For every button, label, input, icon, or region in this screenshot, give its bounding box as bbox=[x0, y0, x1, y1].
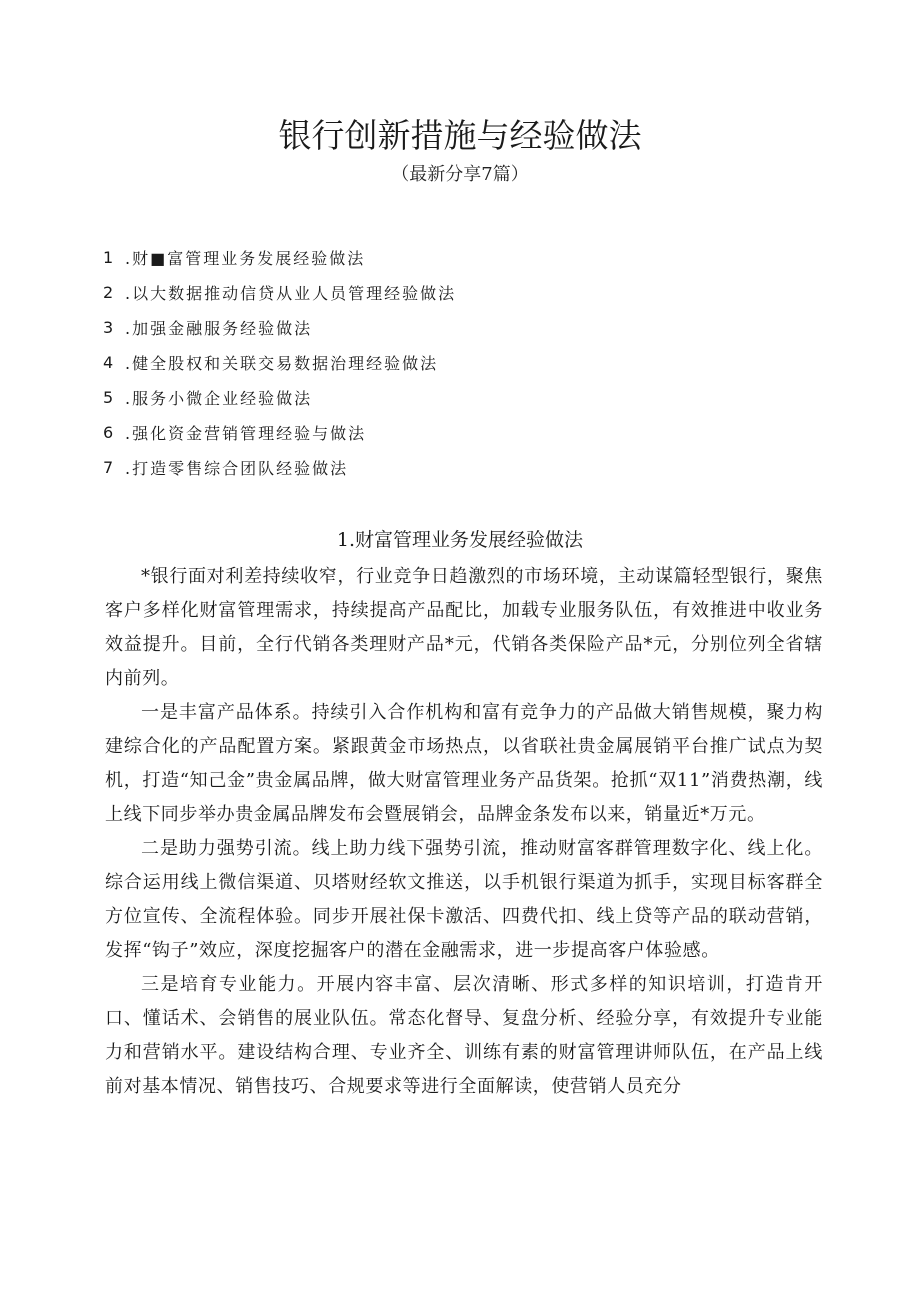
document-title: 银行创新措施与经验做法 bbox=[278, 116, 642, 155]
toc-item bbox=[103, 310, 456, 345]
toc-item-text: .以大数据推动信贷从业人员管理经验做法 bbox=[125, 284, 457, 303]
toc-item-number: 1 bbox=[103, 248, 114, 267]
toc-item-number: 7 bbox=[103, 458, 114, 477]
toc-item-text: .服务小微企业经验做法 bbox=[125, 389, 313, 408]
toc-item bbox=[103, 275, 456, 310]
toc-item-text: .健全股权和关联交易数据治理经验做法 bbox=[125, 354, 439, 373]
section-heading: 1.财富管理业务发展经验做法 bbox=[336, 529, 584, 551]
toc-item-text: .打造零售综合团队经验做法 bbox=[125, 459, 349, 478]
section-body bbox=[105, 560, 823, 1104]
toc-item bbox=[103, 380, 456, 415]
toc-item bbox=[103, 415, 456, 450]
body-paragraph: *银行面对利差持续收窄，行业竞争日趋激烈的市场环境，主动谋篇轻型银行，聚焦客户多样化财富管理需求，持续提高产品配比，加载专业服务队伍，有效推进中收业务效益提升。目前，全行代销各类理财产品*元，代销各类保险产品*元，分别位列全省辖内前列。 bbox=[105, 566, 823, 689]
toc-item-text: .加强金融服务经验做法 bbox=[125, 319, 313, 338]
toc-item-number: 4 bbox=[103, 353, 114, 372]
toc-item-number: 5 bbox=[103, 388, 114, 407]
toc-item-number: 2 bbox=[103, 283, 114, 302]
body-paragraph: 一是丰富产品体系。持续引入合作机构和富有竞争力的产品做大销售规模，聚力构建综合化的产品配置方案。紧跟黄金市场热点，以省联社贵金属展销平台推广试点为契机，打造“知己金”贵金属品牌，做大财富管理业务产品货架。抢抓“双11”消费热潮，线上线下同步举办贵金属品牌发布会暨展销会，品牌金条发布以来，销量近*万元。 bbox=[105, 702, 823, 825]
toc-item-number: 3 bbox=[103, 318, 114, 337]
toc-item bbox=[103, 345, 456, 380]
body-paragraph: 二是助力强势引流。线上助力线下强势引流，推动财富客群管理数字化、线上化。综合运用线上微信渠道、贝塔财经软文推送，以手机银行渠道为抓手，实现目标客群全方位宣传、全流程体验。同步开展社保卡激活、四费代扣、线上贷等产品的联动营销，发挥“钩子”效应，深度挖掘客户的潜在金融需求，进一步提高客户体验感。 bbox=[105, 838, 823, 961]
toc-item bbox=[103, 450, 456, 485]
table-of-contents bbox=[103, 240, 456, 485]
toc-item-text: .财■富管理业务发展经验做法 bbox=[125, 249, 366, 268]
document-subtitle: （最新分享7篇） bbox=[391, 164, 529, 185]
toc-item bbox=[103, 240, 456, 275]
toc-item-number: 6 bbox=[103, 423, 114, 442]
toc-item-text: .强化资金营销管理经验与做法 bbox=[125, 424, 367, 443]
body-paragraph: 三是培育专业能力。开展内容丰富、层次清晰、形式多样的知识培训，打造肯开口、懂话术、会销售的展业队伍。常态化督导、复盘分析、经验分享，有效提升专业能力和营销水平。建设结构合理、专业齐全、训练有素的财富管理讲师队伍，在产品上线前对基本情况、销售技巧、合规要求等进行全面解读，使营销人员充分 bbox=[105, 974, 823, 1097]
